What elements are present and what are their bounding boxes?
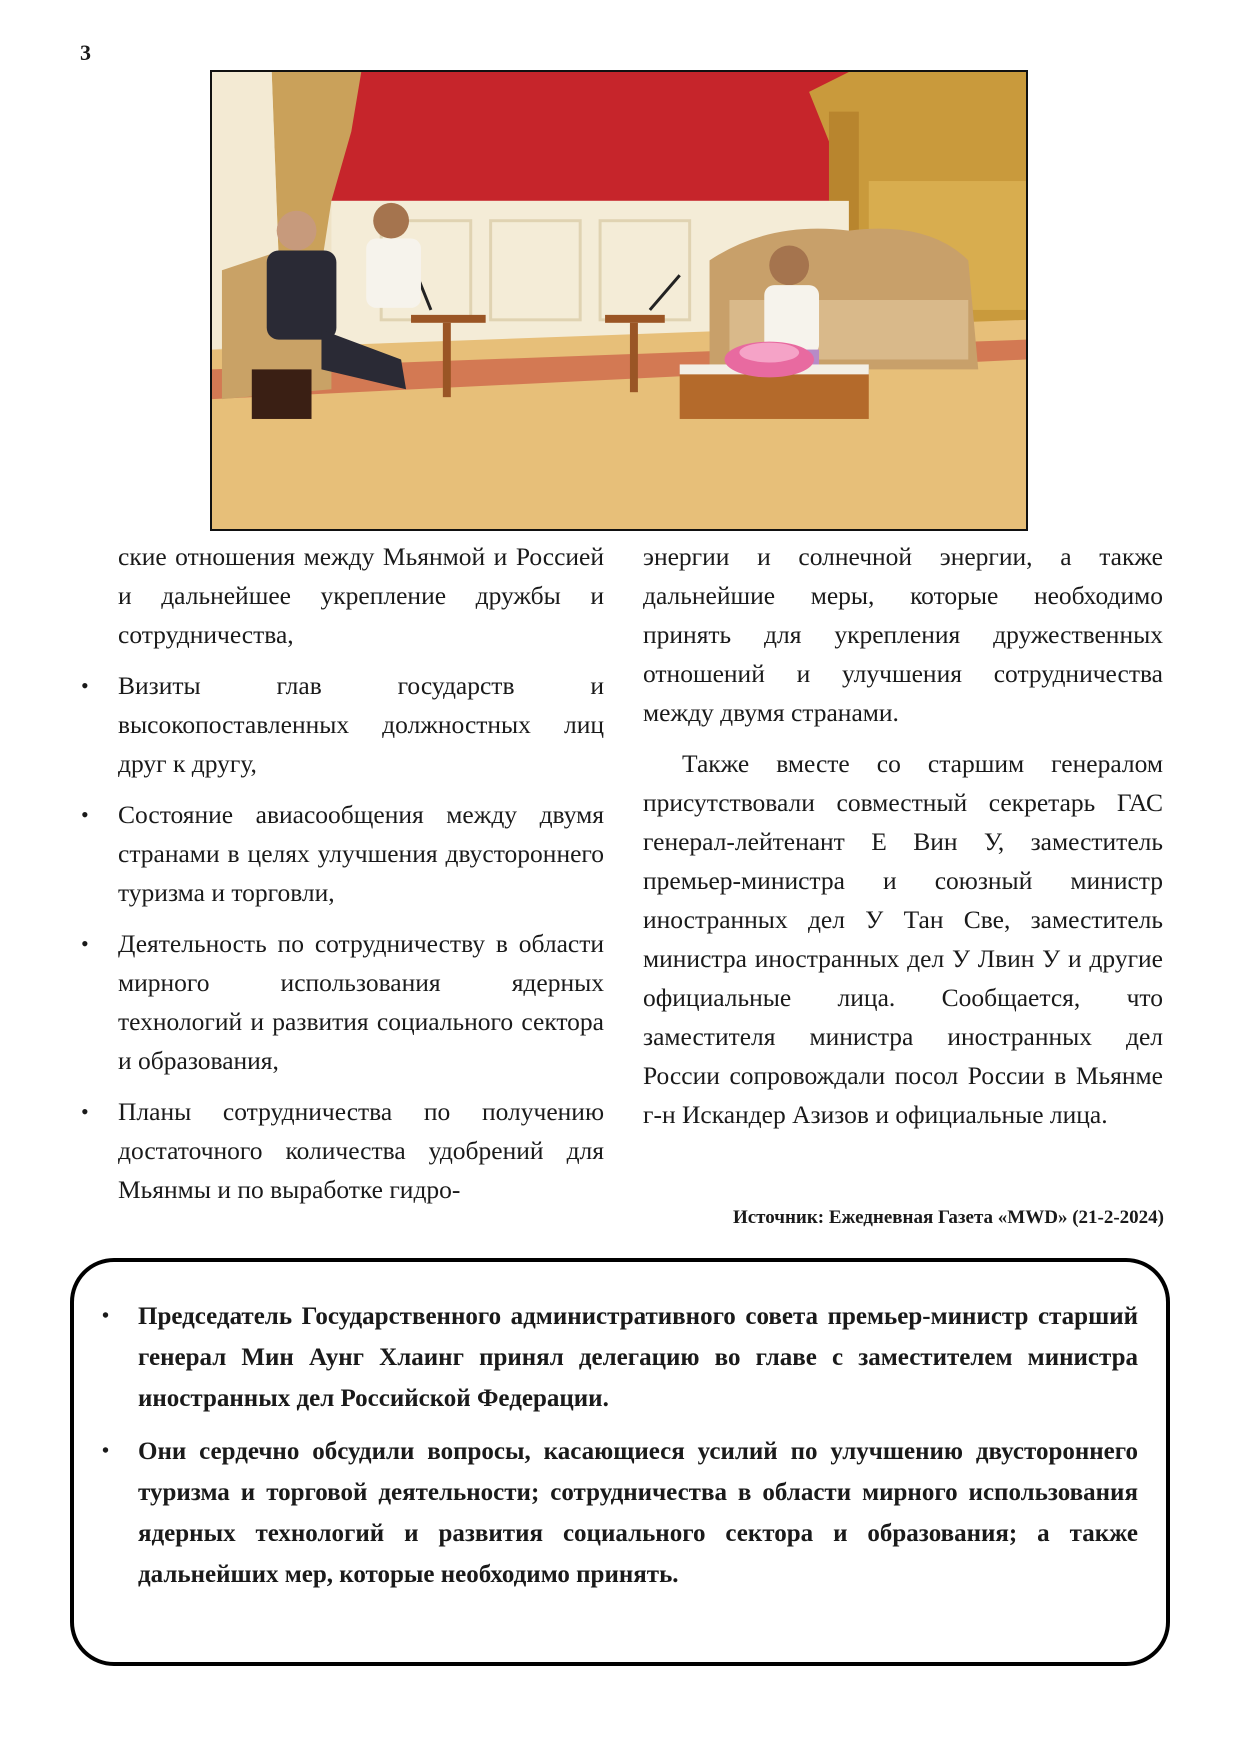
meeting-photo-illustration [212,72,1026,529]
page-number: 3 [80,40,91,65]
left-column [81,537,604,1221]
right-continuation-text: энергии и солнечной энергии, а также дальнейшие меры, которые необходимо принять для укрепления дружественных отношений и улучшения сотрудничества между двумя странами. [643,542,1163,727]
summary-item: • Председатель Государственного административного совета премьер-министр старший генерал Мин Аунг Хлаинг принял делегацию во главе с заместителем министра иностранных дел Российской Федерации. [138,1296,1138,1419]
person-interpreter [366,239,421,308]
bullet-icon: • [81,931,89,956]
list-item: • Состояние авиасообщения между двумя странами в целях улучшения двустороннего туризма и торговли, [118,795,604,912]
bullet-icon: • [102,1305,110,1327]
bullet-icon: • [81,673,89,698]
meeting-photo [210,70,1028,531]
source-citation: Источник: Ежедневная Газета «MWD» (21-2-2024) [732,1207,1164,1228]
list-item: • Планы сотрудничества по получению достаточного количества удобрений для Мьянмы и по выработке гидро- [118,1092,604,1209]
attendees-paragraph: Также вместе со старшим генералом присутствовали совместный секретарь ГАС генерал-лейтенант Е Вин У, заместитель премьер-министра и союзный министр иностранных дел У Тан Све, заместитель министра иностранных дел У Лвин У и другие официальные лица. Сообщается, что заместителя министра иностранных дел России сопровождали посол России в Мьянме г-н Искандер Азизов и официальные лица. [643,749,1163,1129]
summary-box [70,1258,1170,1666]
bullet-icon: • [102,1440,110,1462]
left-bullet-list [81,666,604,1209]
summary-list [102,1296,1138,1607]
bullet-icon: • [81,802,89,827]
person-dark-suit [267,250,337,339]
list-item: • Деятельность по сотрудничеству в области мирного использования ядерных технологий и развития социального сектора и образования, [118,924,604,1080]
briefcase [252,369,312,419]
right-column [643,537,1163,1134]
left-continuation-text: ские отношения между Мьянмой и Россией и дальнейшее укрепление дружбы и сотрудничества, [118,542,604,649]
bullet-icon: • [81,1099,89,1124]
list-item: • Визиты глав государств и высокопоставленных должностных лиц друг к другу, [118,666,604,783]
summary-item: • Они сердечно обсудили вопросы, касающиеся усилий по улучшению двустороннего туризма и торговой деятельности; сотрудничества в области мирного использования ядерных технологий и развития социального сектора и образования; а также дальнейших мер, которые необходимо принять. [138,1431,1138,1595]
